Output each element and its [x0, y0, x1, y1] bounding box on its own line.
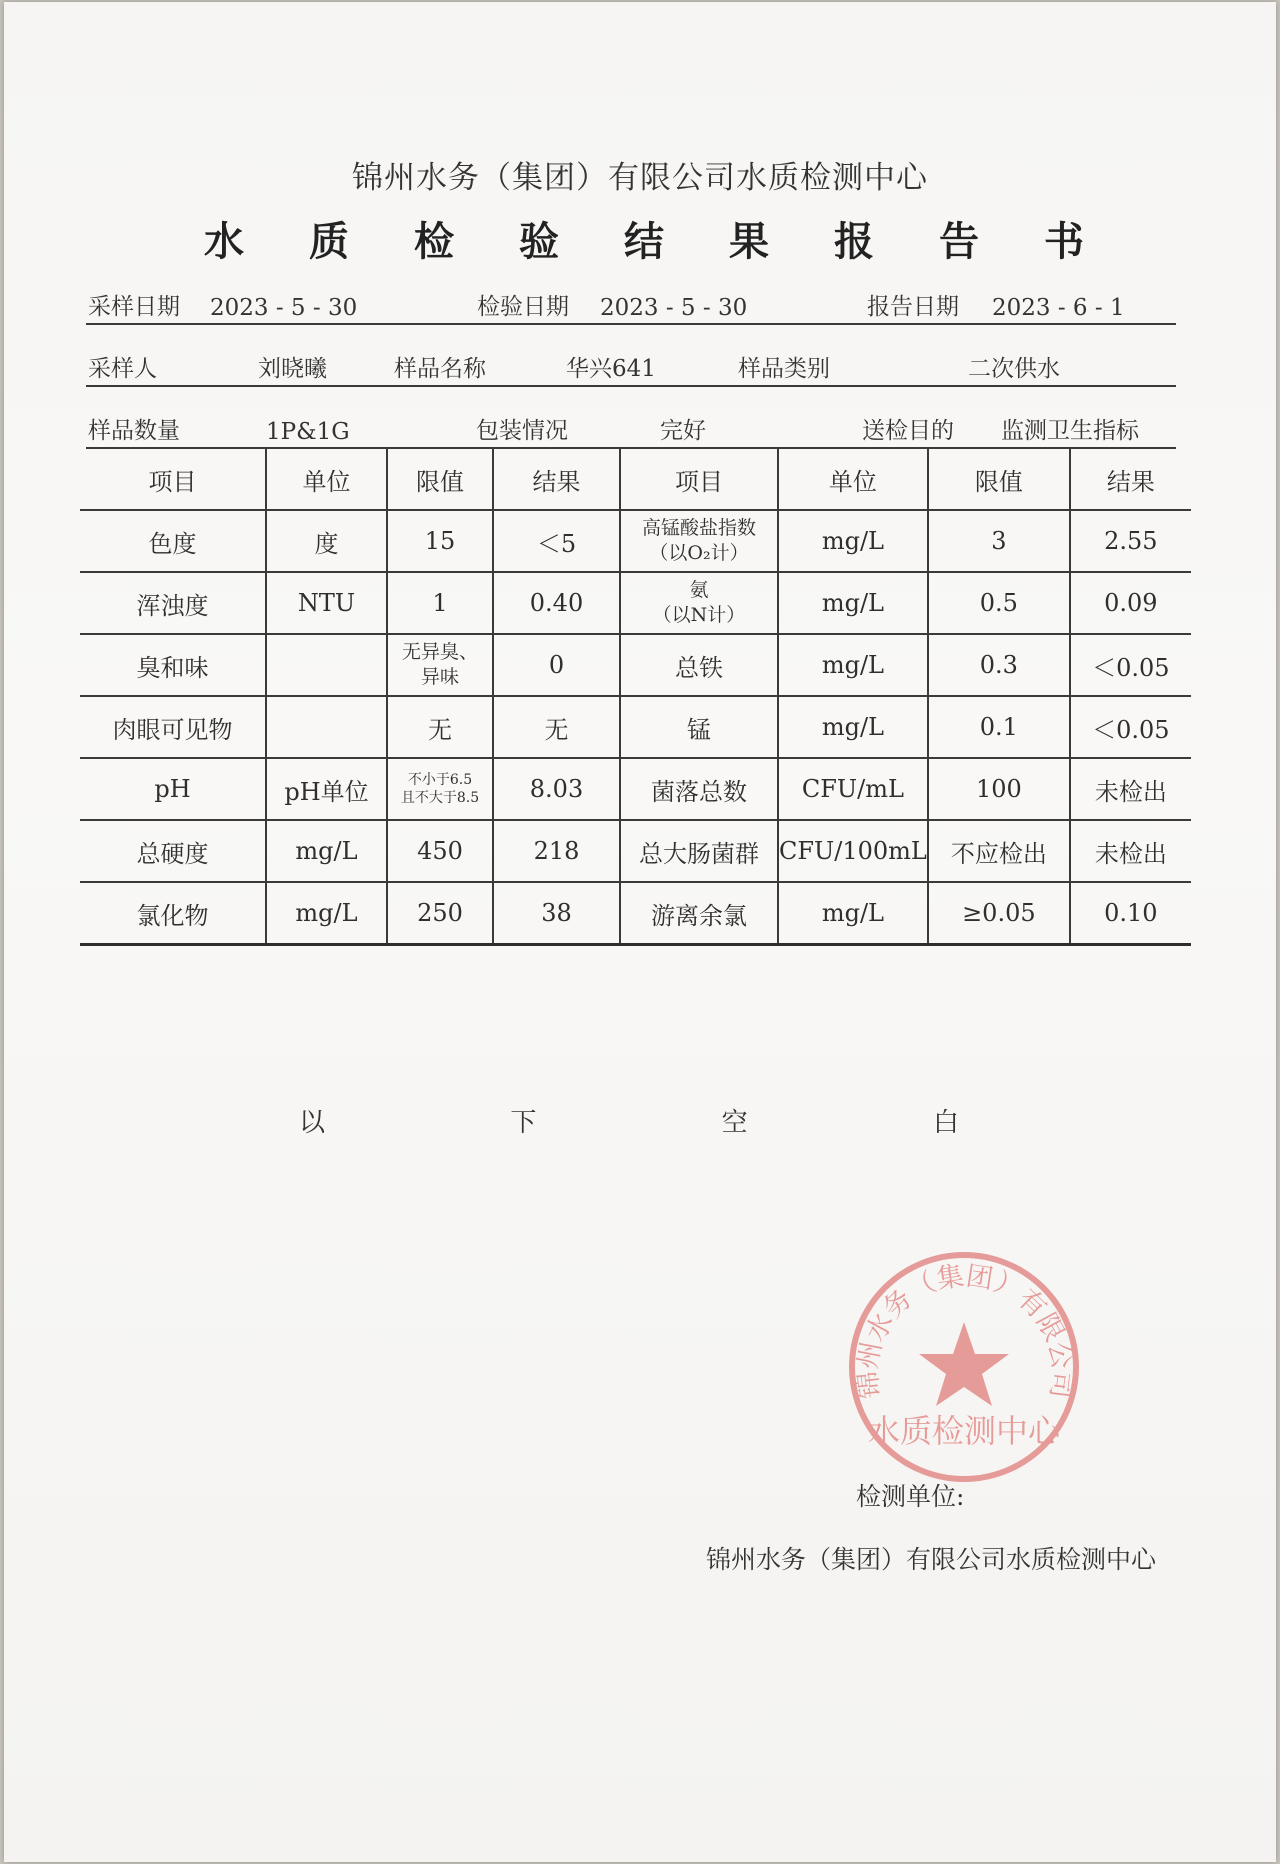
cell-unit-right: CFU/100mL [778, 820, 928, 882]
cell-limit-left: 450 [387, 820, 493, 882]
test-date-label: 检验日期 [477, 294, 569, 320]
sample-name-value: 华兴641 [566, 356, 656, 382]
cell-unit-right: mg/L [778, 634, 928, 696]
cell-result-left: 218 [493, 820, 620, 882]
cell-result-right: ＜0.05 [1070, 696, 1191, 758]
cell-result-right: 0.10 [1070, 882, 1191, 945]
header-item-right: 项目 [620, 449, 778, 510]
title-char: 报 [834, 218, 874, 265]
title-char: 质 [309, 218, 349, 265]
purpose-value: 监测卫生指标 [1001, 418, 1139, 444]
cell-limit-left: 不小于6.5 且不大于8.5 [387, 758, 493, 820]
info-row-purpose [86, 413, 1176, 449]
cell-item-right: 氨 （以N计） [620, 572, 778, 634]
cell-limit-right: 不应检出 [928, 820, 1070, 882]
cell-item-left: 臭和味 [80, 634, 266, 696]
title-char: 验 [519, 218, 559, 265]
cell-item-right: 总铁 [620, 634, 778, 696]
table-header-row [80, 449, 1191, 510]
cell-limit-left: 1 [387, 572, 493, 634]
report-paper [4, 2, 1276, 1862]
packaging-label: 包装情况 [476, 418, 568, 444]
title-char: 书 [1044, 218, 1084, 265]
seal-star-icon [919, 1322, 1009, 1406]
packaging-value: 完好 [660, 418, 706, 444]
cell-item-right: 锰 [620, 696, 778, 758]
header-result-left: 结果 [493, 449, 620, 510]
info-row-sample [86, 351, 1176, 387]
cell-limit-right: 3 [928, 510, 1070, 572]
table-row [80, 758, 1191, 820]
header-limit-right: 限值 [928, 449, 1070, 510]
sample-qty-label: 样品数量 [88, 418, 180, 444]
cell-item-left: 氯化物 [80, 882, 266, 945]
blank-note-char: 白 [932, 1108, 959, 1138]
cell-result-right: ＜0.05 [1070, 634, 1191, 696]
cell-result-left: 8.03 [493, 758, 620, 820]
seal-bottom-text: 水质检测中心 [867, 1413, 1061, 1449]
sample-type-label: 样品类别 [738, 356, 830, 382]
header-limit-left: 限值 [387, 449, 493, 510]
table-row [80, 634, 1191, 696]
info-row-dates [86, 289, 1176, 325]
blank-note-char: 空 [721, 1108, 748, 1138]
cell-item-left: 色度 [80, 510, 266, 572]
table-row [80, 696, 1191, 758]
cell-limit-left: 15 [387, 510, 493, 572]
cell-result-right: 0.09 [1070, 572, 1191, 634]
sampling-date-label: 采样日期 [88, 294, 180, 320]
cell-unit-left: NTU [266, 572, 387, 634]
title-char: 果 [729, 218, 769, 265]
title-char: 水 [204, 218, 244, 265]
cell-limit-left: 无异臭、 异味 [387, 634, 493, 696]
sample-qty-value: 1P&1G [266, 419, 350, 445]
header-item-left: 项目 [80, 449, 266, 510]
cell-result-left: 无 [493, 696, 620, 758]
cell-item-right: 总大肠菌群 [620, 820, 778, 882]
table-row [80, 572, 1191, 634]
cell-result-left: 0.40 [493, 572, 620, 634]
testing-unit-org: 锦州水务（集团）有限公司水质检测中心 [706, 1545, 1157, 1574]
cell-unit-right: mg/L [778, 696, 928, 758]
cell-result-left: ＜5 [493, 510, 620, 572]
results-table [80, 449, 1191, 946]
official-seal [839, 1242, 1089, 1492]
cell-unit-right: mg/L [778, 572, 928, 634]
test-date-value: 2023 - 5 - 30 [600, 295, 748, 321]
cell-item-right: 游离余氯 [620, 882, 778, 945]
cell-item-left: 浑浊度 [80, 572, 266, 634]
sample-type-value: 二次供水 [968, 356, 1060, 382]
cell-limit-right: 0.3 [928, 634, 1070, 696]
cell-result-right: 2.55 [1070, 510, 1191, 572]
cell-limit-right: ≥0.05 [928, 882, 1070, 945]
cell-item-left: 总硬度 [80, 820, 266, 882]
cell-unit-left [266, 634, 387, 696]
table-row [80, 510, 1191, 572]
cell-result-left: 0 [493, 634, 620, 696]
title-char: 结 [624, 218, 664, 265]
header-result-right: 结果 [1070, 449, 1191, 510]
cell-unit-left: 度 [266, 510, 387, 572]
report-date-value: 2023 - 6 - 1 [992, 295, 1125, 321]
cell-item-right: 高锰酸盐指数 （以O₂计） [620, 510, 778, 572]
blank-note-char: 下 [510, 1108, 537, 1138]
cell-unit-left: mg/L [266, 820, 387, 882]
cell-result-right: 未检出 [1070, 758, 1191, 820]
purpose-label: 送检目的 [862, 418, 954, 444]
cell-limit-left: 250 [387, 882, 493, 945]
org-heading: 锦州水务（集团）有限公司水质检测中心 [352, 160, 928, 196]
blank-below-note [299, 1102, 959, 1139]
cell-limit-left: 无 [387, 696, 493, 758]
report-date-label: 报告日期 [867, 294, 959, 320]
testing-unit-label: 检测单位: [856, 1482, 965, 1511]
sampler-label: 采样人 [88, 356, 157, 382]
header-unit-left: 单位 [266, 449, 387, 510]
cell-result-right: 未检出 [1070, 820, 1191, 882]
report-title [204, 210, 1084, 267]
sample-name-label: 样品名称 [394, 356, 486, 382]
table-row [80, 882, 1191, 945]
title-char: 告 [939, 218, 979, 265]
header-unit-right: 单位 [778, 449, 928, 510]
seal-top-text: 锦州水务（集团）有限公司 [852, 1260, 1078, 1401]
cell-unit-right: mg/L [778, 882, 928, 945]
cell-result-left: 38 [493, 882, 620, 945]
blank-note-char: 以 [299, 1108, 326, 1138]
cell-limit-right: 0.1 [928, 696, 1070, 758]
table-row [80, 820, 1191, 882]
cell-unit-left: mg/L [266, 882, 387, 945]
cell-item-left: 肉眼可见物 [80, 696, 266, 758]
title-char: 检 [414, 218, 454, 265]
cell-item-right: 菌落总数 [620, 758, 778, 820]
cell-unit-left [266, 696, 387, 758]
cell-limit-right: 0.5 [928, 572, 1070, 634]
cell-unit-right: CFU/mL [778, 758, 928, 820]
sampling-date-value: 2023 - 5 - 30 [210, 295, 358, 321]
cell-unit-right: mg/L [778, 510, 928, 572]
cell-limit-right: 100 [928, 758, 1070, 820]
cell-unit-left: pH单位 [266, 758, 387, 820]
sampler-value: 刘晓曦 [258, 356, 327, 382]
cell-item-left: pH [80, 758, 266, 820]
